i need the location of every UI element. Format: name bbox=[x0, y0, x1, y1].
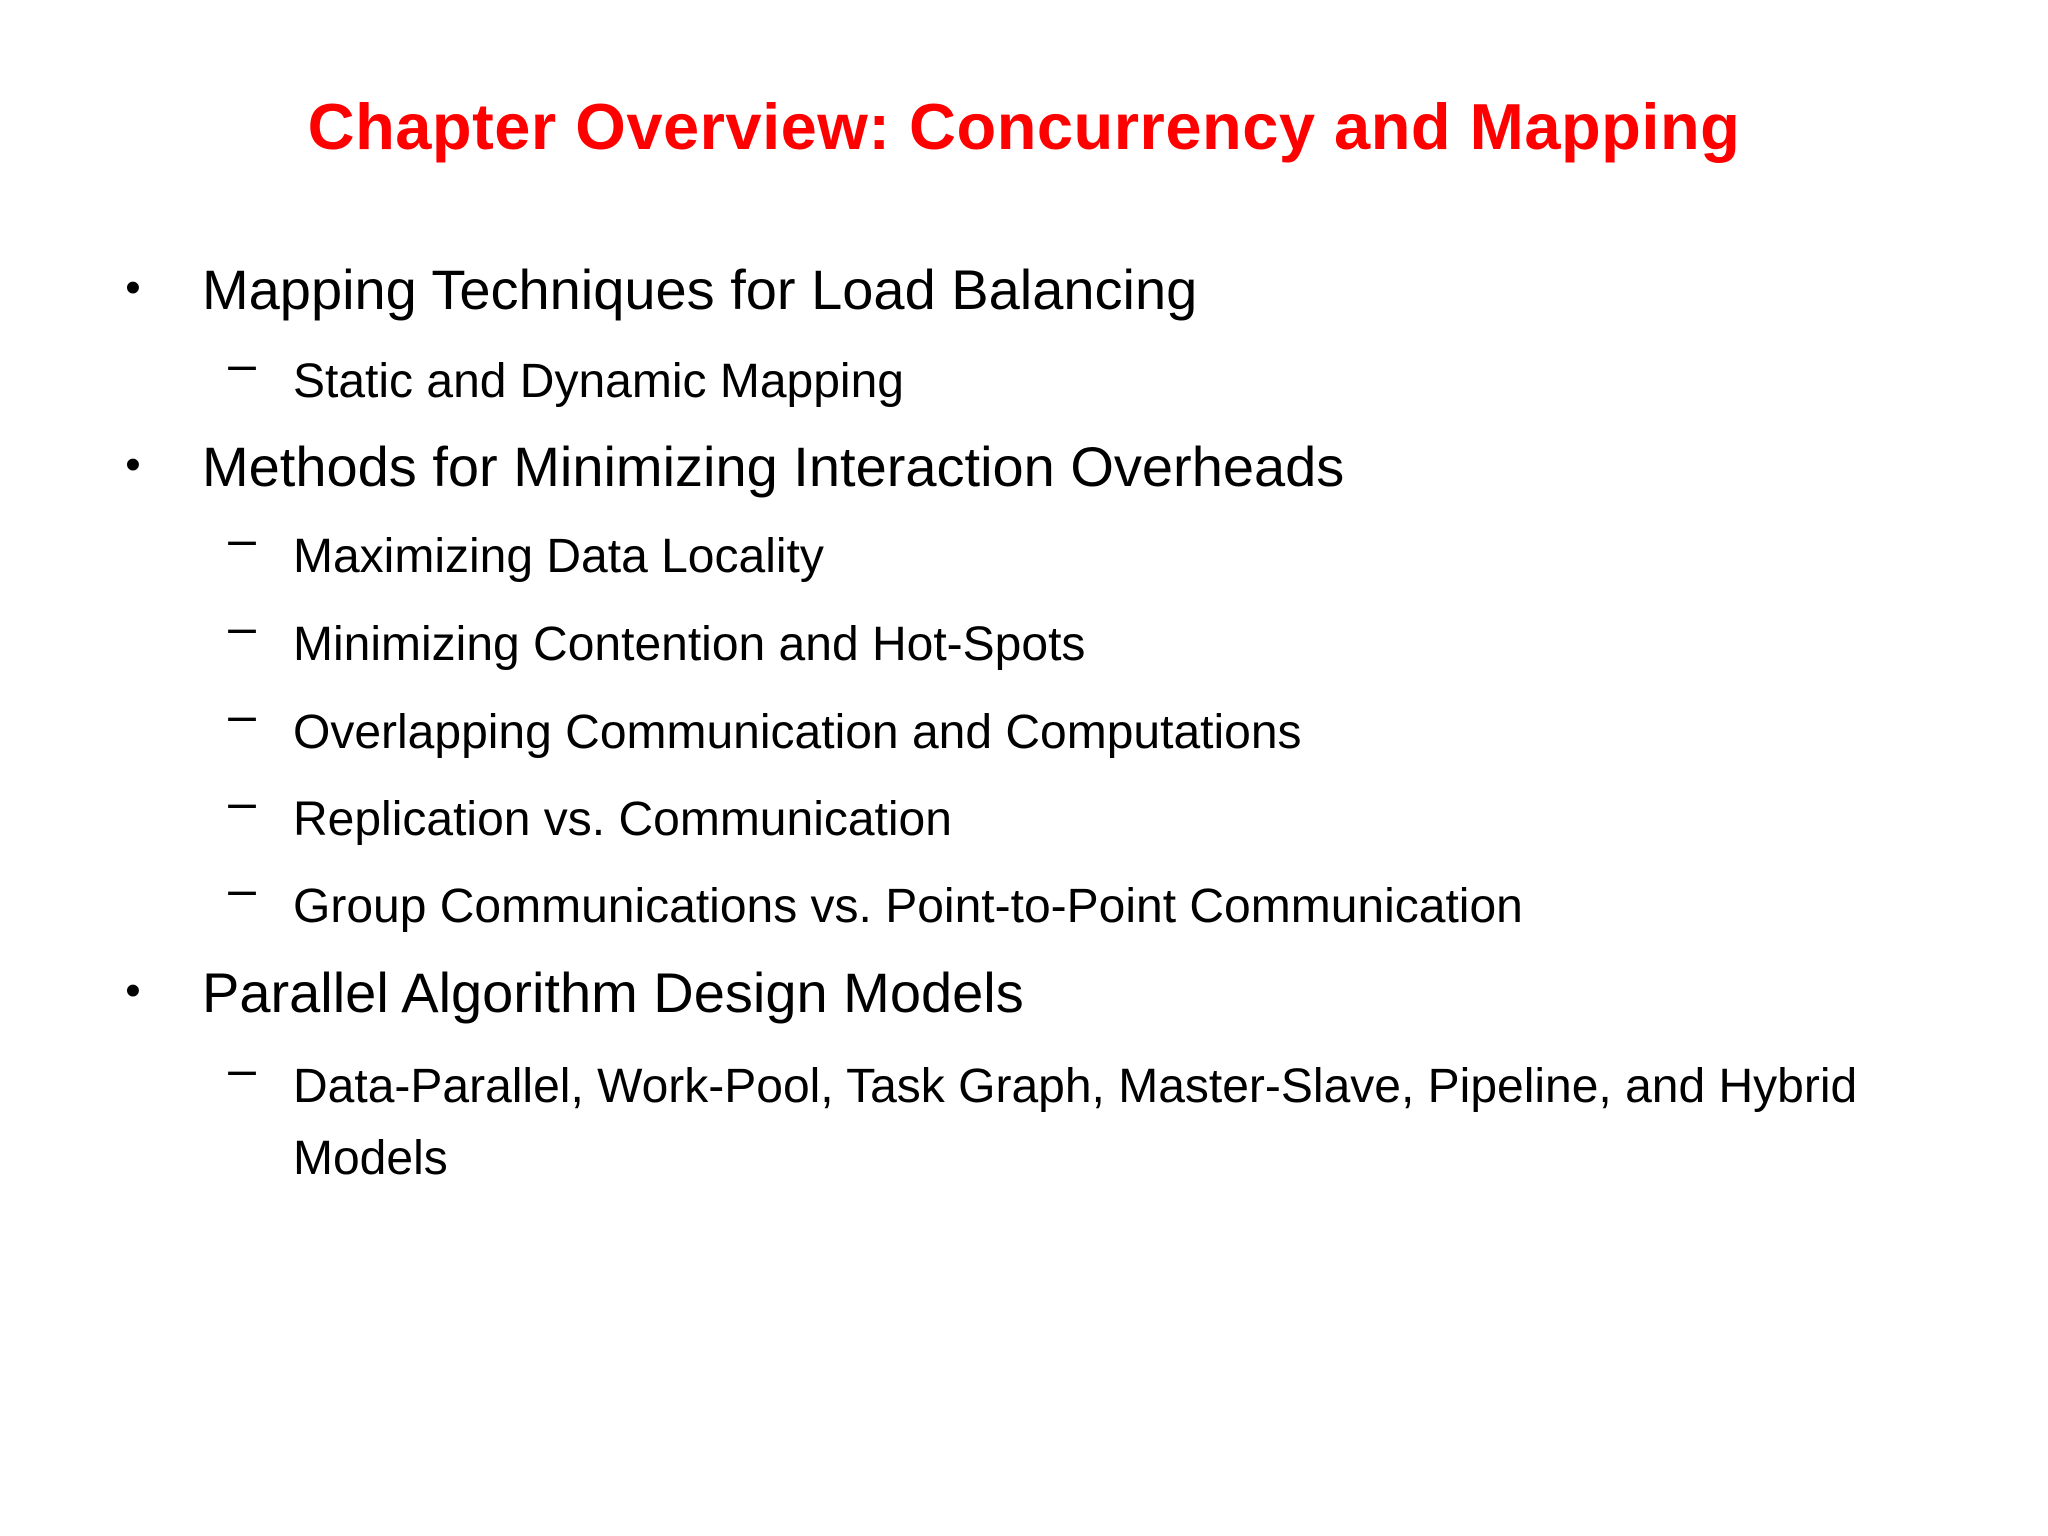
sub-bullet-marker: – bbox=[228, 687, 256, 743]
sub-bullet-text: Overlapping Communication and Computations bbox=[293, 706, 1302, 759]
bullet-text: Methods for Minimizing Interaction Overheads bbox=[202, 435, 1345, 498]
bullet-text: Mapping Techniques for Load Balancing bbox=[202, 258, 1198, 321]
sub-bullet-marker: – bbox=[228, 861, 256, 917]
sub-bullet-text: Group Communications vs. Point-to-Point Communication bbox=[293, 880, 1523, 933]
bullet-text: Parallel Algorithm Design Models bbox=[202, 961, 1024, 1024]
sub-bullet-text: Minimizing Contention and Hot-Spots bbox=[293, 618, 1086, 671]
bullet-marker: • bbox=[125, 440, 141, 489]
sub-bullet-text: Data-Parallel, Work-Pool, Task Graph, Master-Slave, Pipeline, and Hybrid Models bbox=[293, 1060, 1858, 1185]
sub-bullet-marker: – bbox=[228, 774, 256, 830]
bullet-marker: • bbox=[125, 263, 141, 312]
sub-bullet-text: Static and Dynamic Mapping bbox=[293, 355, 904, 408]
sub-bullet-text: Replication vs. Communication bbox=[293, 793, 952, 846]
sub-bullet-marker: – bbox=[228, 599, 256, 655]
sub-bullet-marker: – bbox=[228, 1041, 256, 1097]
sub-bullet-text: Maximizing Data Locality bbox=[293, 530, 824, 583]
sub-bullet-marker: – bbox=[228, 336, 256, 392]
slide-title: Chapter Overview: Concurrency and Mapping bbox=[307, 90, 1741, 163]
bullet-marker: • bbox=[125, 966, 141, 1015]
sub-bullet-marker: – bbox=[228, 511, 256, 567]
